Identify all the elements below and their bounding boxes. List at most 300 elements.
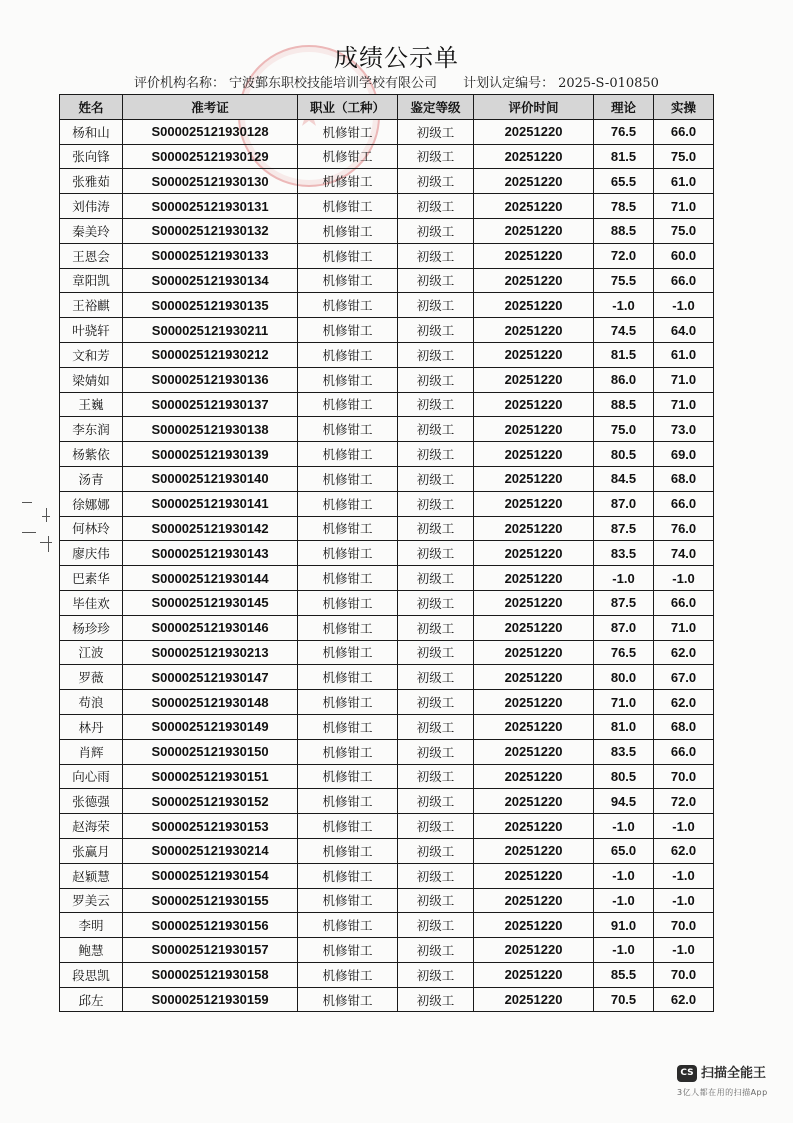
cell-date: 20251220 [474, 814, 594, 839]
cell-name: 毕佳欢 [60, 590, 123, 615]
table-row [60, 838, 714, 863]
cell-exam-id: S000025121930149 [123, 714, 298, 739]
cell-theory: 87.0 [594, 491, 654, 516]
cell-exam-id: S000025121930133 [123, 243, 298, 268]
cell-theory: 80.5 [594, 764, 654, 789]
cell-exam-id: S000025121930144 [123, 566, 298, 591]
cell-job: 机修钳工 [298, 442, 398, 467]
cell-name: 李明 [60, 913, 123, 938]
cell-exam-id: S000025121930148 [123, 690, 298, 715]
cell-level: 初级工 [398, 218, 474, 243]
cell-job: 机修钳工 [298, 367, 398, 392]
cell-date: 20251220 [474, 938, 594, 963]
cell-name: 杨珍珍 [60, 615, 123, 640]
cell-date: 20251220 [474, 318, 594, 343]
cell-practical: 71.0 [654, 392, 714, 417]
cell-job: 机修钳工 [298, 119, 398, 144]
cell-date: 20251220 [474, 342, 594, 367]
cell-exam-id: S000025121930137 [123, 392, 298, 417]
cell-practical: -1.0 [654, 814, 714, 839]
cell-date: 20251220 [474, 764, 594, 789]
cell-level: 初级工 [398, 690, 474, 715]
cell-theory: -1.0 [594, 938, 654, 963]
cell-job: 机修钳工 [298, 293, 398, 318]
cell-exam-id: S000025121930129 [123, 144, 298, 169]
cell-job: 机修钳工 [298, 987, 398, 1012]
table-row [60, 938, 714, 963]
cell-exam-id: S000025121930146 [123, 615, 298, 640]
cell-name: 邱左 [60, 987, 123, 1012]
cell-name: 江波 [60, 640, 123, 665]
cell-date: 20251220 [474, 293, 594, 318]
table-row [60, 913, 714, 938]
table-row [60, 987, 714, 1012]
cell-date: 20251220 [474, 913, 594, 938]
header-job: 职业（工种） [298, 95, 398, 120]
cell-level: 初级工 [398, 541, 474, 566]
cell-level: 初级工 [398, 640, 474, 665]
cell-date: 20251220 [474, 640, 594, 665]
table-row [60, 367, 714, 392]
cell-theory: 71.0 [594, 690, 654, 715]
cell-level: 初级工 [398, 566, 474, 591]
cell-exam-id: S000025121930138 [123, 417, 298, 442]
cell-name: 罗薇 [60, 665, 123, 690]
table-row [60, 566, 714, 591]
header-level: 鉴定等级 [398, 95, 474, 120]
cell-practical: 71.0 [654, 615, 714, 640]
table-row [60, 417, 714, 442]
cell-practical: 72.0 [654, 789, 714, 814]
cell-exam-id: S000025121930135 [123, 293, 298, 318]
cell-level: 初级工 [398, 144, 474, 169]
cell-job: 机修钳工 [298, 888, 398, 913]
cell-level: 初级工 [398, 243, 474, 268]
table-row [60, 739, 714, 764]
cell-practical: 71.0 [654, 367, 714, 392]
cell-practical: 76.0 [654, 516, 714, 541]
table-row [60, 863, 714, 888]
cell-level: 初级工 [398, 838, 474, 863]
cell-exam-id: S000025121930155 [123, 888, 298, 913]
cell-date: 20251220 [474, 442, 594, 467]
cell-date: 20251220 [474, 838, 594, 863]
table-row [60, 764, 714, 789]
cell-date: 20251220 [474, 690, 594, 715]
cell-name: 赵海荣 [60, 814, 123, 839]
cell-practical: -1.0 [654, 863, 714, 888]
cell-practical: 64.0 [654, 318, 714, 343]
cell-date: 20251220 [474, 194, 594, 219]
table-row [60, 144, 714, 169]
scanner-watermark [677, 1065, 775, 1105]
cell-practical: 61.0 [654, 342, 714, 367]
cell-job: 机修钳工 [298, 516, 398, 541]
table-row [60, 491, 714, 516]
cell-practical: 75.0 [654, 218, 714, 243]
margin-marks [20, 498, 60, 558]
cell-practical: 68.0 [654, 714, 714, 739]
cell-job: 机修钳工 [298, 218, 398, 243]
cell-level: 初级工 [398, 491, 474, 516]
cell-theory: 87.5 [594, 516, 654, 541]
cell-exam-id: S000025121930151 [123, 764, 298, 789]
cell-theory: 86.0 [594, 367, 654, 392]
cell-job: 机修钳工 [298, 169, 398, 194]
cell-exam-id: S000025121930140 [123, 466, 298, 491]
cell-practical: 66.0 [654, 739, 714, 764]
cell-exam-id: S000025121930150 [123, 739, 298, 764]
cell-theory: 65.0 [594, 838, 654, 863]
cell-job: 机修钳工 [298, 690, 398, 715]
cell-job: 机修钳工 [298, 938, 398, 963]
cell-job: 机修钳工 [298, 392, 398, 417]
cell-name: 张雅茹 [60, 169, 123, 194]
cell-name: 徐娜娜 [60, 491, 123, 516]
cell-practical: 66.0 [654, 119, 714, 144]
cell-date: 20251220 [474, 665, 594, 690]
cell-theory: 76.5 [594, 119, 654, 144]
cell-level: 初级工 [398, 814, 474, 839]
table-row [60, 714, 714, 739]
cell-theory: 75.0 [594, 417, 654, 442]
table-row [60, 888, 714, 913]
cell-name: 巴素华 [60, 566, 123, 591]
cell-date: 20251220 [474, 466, 594, 491]
cell-practical: 70.0 [654, 764, 714, 789]
cell-theory: 75.5 [594, 268, 654, 293]
cell-exam-id: S000025121930211 [123, 318, 298, 343]
cell-name: 段思凯 [60, 962, 123, 987]
cell-date: 20251220 [474, 243, 594, 268]
cell-exam-id: S000025121930134 [123, 268, 298, 293]
document-subtitle [0, 72, 793, 91]
cell-practical: 70.0 [654, 962, 714, 987]
plan-label: 计划认定编号： [463, 76, 555, 91]
cell-practical: -1.0 [654, 293, 714, 318]
table-row [60, 442, 714, 467]
cell-date: 20251220 [474, 962, 594, 987]
cell-job: 机修钳工 [298, 789, 398, 814]
table-row [60, 268, 714, 293]
cell-theory: 70.5 [594, 987, 654, 1012]
table-row [60, 318, 714, 343]
cell-job: 机修钳工 [298, 466, 398, 491]
cs-logo-icon: CS [677, 1065, 697, 1082]
cell-date: 20251220 [474, 566, 594, 591]
cell-job: 机修钳工 [298, 615, 398, 640]
cell-date: 20251220 [474, 119, 594, 144]
cell-practical: 66.0 [654, 590, 714, 615]
table-row [60, 516, 714, 541]
cell-date: 20251220 [474, 714, 594, 739]
cell-practical: 62.0 [654, 640, 714, 665]
cell-practical: 67.0 [654, 665, 714, 690]
cell-practical: 73.0 [654, 417, 714, 442]
table-row [60, 169, 714, 194]
cell-practical: 74.0 [654, 541, 714, 566]
score-table-body [60, 119, 714, 1012]
table-row [60, 392, 714, 417]
cell-level: 初级工 [398, 318, 474, 343]
cell-level: 初级工 [398, 739, 474, 764]
cell-level: 初级工 [398, 913, 474, 938]
cell-theory: 94.5 [594, 789, 654, 814]
cell-exam-id: S000025121930156 [123, 913, 298, 938]
cell-level: 初级工 [398, 789, 474, 814]
cell-theory: 72.0 [594, 243, 654, 268]
cell-theory: 85.5 [594, 962, 654, 987]
table-header-row [60, 95, 714, 120]
cell-job: 机修钳工 [298, 665, 398, 690]
org-name: 宁波鄞东职校技能培训学校有限公司 [229, 76, 438, 91]
cell-practical: 70.0 [654, 913, 714, 938]
cell-theory: 80.5 [594, 442, 654, 467]
cell-theory: 74.5 [594, 318, 654, 343]
cell-name: 张赢月 [60, 838, 123, 863]
cell-level: 初级工 [398, 665, 474, 690]
cell-exam-id: S000025121930131 [123, 194, 298, 219]
cell-exam-id: S000025121930157 [123, 938, 298, 963]
cell-job: 机修钳工 [298, 194, 398, 219]
cell-job: 机修钳工 [298, 764, 398, 789]
cell-date: 20251220 [474, 268, 594, 293]
cell-exam-id: S000025121930147 [123, 665, 298, 690]
cell-level: 初级工 [398, 590, 474, 615]
cell-theory: 83.5 [594, 739, 654, 764]
cell-theory: 83.5 [594, 541, 654, 566]
table-row [60, 814, 714, 839]
cell-level: 初级工 [398, 392, 474, 417]
cell-name: 杨紫依 [60, 442, 123, 467]
cell-job: 机修钳工 [298, 144, 398, 169]
cell-job: 机修钳工 [298, 268, 398, 293]
watermark-app-name: 扫描全能王 [701, 1066, 767, 1081]
cell-level: 初级工 [398, 516, 474, 541]
cell-name: 叶骁轩 [60, 318, 123, 343]
cell-exam-id: S000025121930152 [123, 789, 298, 814]
cell-exam-id: S000025121930142 [123, 516, 298, 541]
table-row [60, 690, 714, 715]
cell-level: 初级工 [398, 342, 474, 367]
cell-level: 初级工 [398, 119, 474, 144]
score-table [59, 94, 714, 1012]
cell-name: 秦美玲 [60, 218, 123, 243]
cell-theory: 80.0 [594, 665, 654, 690]
cell-practical: 60.0 [654, 243, 714, 268]
cell-date: 20251220 [474, 144, 594, 169]
org-label: 评价机构名称： [134, 76, 226, 91]
cell-practical: 66.0 [654, 268, 714, 293]
table-row [60, 789, 714, 814]
cell-theory: 81.5 [594, 342, 654, 367]
cell-name: 刘伟涛 [60, 194, 123, 219]
cell-date: 20251220 [474, 491, 594, 516]
cell-exam-id: S000025121930141 [123, 491, 298, 516]
cell-practical: -1.0 [654, 566, 714, 591]
cell-theory: 65.5 [594, 169, 654, 194]
header-date: 评价时间 [474, 95, 594, 120]
cell-job: 机修钳工 [298, 962, 398, 987]
cell-job: 机修钳工 [298, 590, 398, 615]
cell-date: 20251220 [474, 367, 594, 392]
cell-practical: 61.0 [654, 169, 714, 194]
cell-name: 梁婧如 [60, 367, 123, 392]
header-name: 姓名 [60, 95, 123, 120]
cell-date: 20251220 [474, 516, 594, 541]
cell-job: 机修钳工 [298, 243, 398, 268]
table-row [60, 640, 714, 665]
cell-exam-id: S000025121930158 [123, 962, 298, 987]
cell-theory: 87.5 [594, 590, 654, 615]
header-exam-id: 准考证 [123, 95, 298, 120]
page-title: 成绩公示单 [334, 44, 459, 72]
cell-date: 20251220 [474, 541, 594, 566]
cell-level: 初级工 [398, 987, 474, 1012]
cell-theory: 81.0 [594, 714, 654, 739]
cell-level: 初级工 [398, 169, 474, 194]
cell-exam-id: S000025121930136 [123, 367, 298, 392]
table-row [60, 615, 714, 640]
cell-practical: 68.0 [654, 466, 714, 491]
cell-theory: -1.0 [594, 814, 654, 839]
cell-exam-id: S000025121930145 [123, 590, 298, 615]
cell-job: 机修钳工 [298, 714, 398, 739]
cell-name: 汤青 [60, 466, 123, 491]
cell-job: 机修钳工 [298, 814, 398, 839]
cell-name: 向心雨 [60, 764, 123, 789]
cell-job: 机修钳工 [298, 838, 398, 863]
cell-level: 初级工 [398, 417, 474, 442]
cell-date: 20251220 [474, 863, 594, 888]
cell-date: 20251220 [474, 392, 594, 417]
cell-exam-id: S000025121930143 [123, 541, 298, 566]
cell-name: 文和芳 [60, 342, 123, 367]
cell-date: 20251220 [474, 739, 594, 764]
table-row [60, 466, 714, 491]
cell-theory: -1.0 [594, 888, 654, 913]
cell-level: 初级工 [398, 442, 474, 467]
cell-practical: 69.0 [654, 442, 714, 467]
plan-id: 2025-S-010850 [558, 76, 659, 91]
cell-theory: 88.5 [594, 218, 654, 243]
table-row [60, 590, 714, 615]
cell-name: 张德强 [60, 789, 123, 814]
header-practical: 实操 [654, 95, 714, 120]
cell-exam-id: S000025121930213 [123, 640, 298, 665]
cell-theory: 81.5 [594, 144, 654, 169]
cell-name: 罗美云 [60, 888, 123, 913]
cell-name: 赵颖慧 [60, 863, 123, 888]
table-row [60, 342, 714, 367]
cell-practical: 62.0 [654, 690, 714, 715]
cell-theory: 91.0 [594, 913, 654, 938]
table-row [60, 194, 714, 219]
cell-practical: 66.0 [654, 491, 714, 516]
cell-date: 20251220 [474, 417, 594, 442]
cell-job: 机修钳工 [298, 491, 398, 516]
cell-level: 初级工 [398, 962, 474, 987]
table-row [60, 962, 714, 987]
cell-level: 初级工 [398, 714, 474, 739]
cell-job: 机修钳工 [298, 913, 398, 938]
cell-level: 初级工 [398, 615, 474, 640]
cell-theory: -1.0 [594, 293, 654, 318]
cell-theory: 76.5 [594, 640, 654, 665]
cell-name: 杨和山 [60, 119, 123, 144]
header-theory: 理论 [594, 95, 654, 120]
cell-theory: 84.5 [594, 466, 654, 491]
cell-job: 机修钳工 [298, 318, 398, 343]
cell-practical: 71.0 [654, 194, 714, 219]
cell-practical: -1.0 [654, 888, 714, 913]
cell-job: 机修钳工 [298, 342, 398, 367]
cell-exam-id: S000025121930212 [123, 342, 298, 367]
table-row [60, 243, 714, 268]
cell-exam-id: S000025121930132 [123, 218, 298, 243]
cell-name: 王裕麒 [60, 293, 123, 318]
cell-exam-id: S000025121930154 [123, 863, 298, 888]
cell-exam-id: S000025121930153 [123, 814, 298, 839]
cell-theory: -1.0 [594, 863, 654, 888]
cell-name: 林丹 [60, 714, 123, 739]
cell-date: 20251220 [474, 169, 594, 194]
cell-level: 初级工 [398, 268, 474, 293]
cell-name: 鲍慧 [60, 938, 123, 963]
cell-exam-id: S000025121930128 [123, 119, 298, 144]
cell-level: 初级工 [398, 293, 474, 318]
cell-level: 初级工 [398, 938, 474, 963]
cell-exam-id: S000025121930130 [123, 169, 298, 194]
cell-name: 章阳凯 [60, 268, 123, 293]
cell-job: 机修钳工 [298, 566, 398, 591]
table-row [60, 665, 714, 690]
cell-practical: 62.0 [654, 838, 714, 863]
cell-date: 20251220 [474, 590, 594, 615]
cell-level: 初级工 [398, 888, 474, 913]
cell-practical: -1.0 [654, 938, 714, 963]
cell-theory: -1.0 [594, 566, 654, 591]
cell-name: 苟浪 [60, 690, 123, 715]
cell-name: 何林玲 [60, 516, 123, 541]
table-row [60, 119, 714, 144]
cell-job: 机修钳工 [298, 541, 398, 566]
cell-job: 机修钳工 [298, 417, 398, 442]
cell-date: 20251220 [474, 888, 594, 913]
cell-job: 机修钳工 [298, 640, 398, 665]
cell-exam-id: S000025121930214 [123, 838, 298, 863]
cell-date: 20251220 [474, 789, 594, 814]
cell-level: 初级工 [398, 194, 474, 219]
table-row [60, 293, 714, 318]
table-row [60, 541, 714, 566]
cell-date: 20251220 [474, 987, 594, 1012]
cell-level: 初级工 [398, 764, 474, 789]
cell-name: 王巍 [60, 392, 123, 417]
cell-theory: 78.5 [594, 194, 654, 219]
cell-practical: 62.0 [654, 987, 714, 1012]
cell-job: 机修钳工 [298, 739, 398, 764]
watermark-tagline: 3亿人都在用的扫描App [677, 1088, 768, 1097]
cell-job: 机修钳工 [298, 863, 398, 888]
cell-level: 初级工 [398, 863, 474, 888]
cell-name: 廖庆伟 [60, 541, 123, 566]
cell-level: 初级工 [398, 367, 474, 392]
cell-name: 李东润 [60, 417, 123, 442]
cell-name: 王恩会 [60, 243, 123, 268]
cell-date: 20251220 [474, 218, 594, 243]
cell-date: 20251220 [474, 615, 594, 640]
